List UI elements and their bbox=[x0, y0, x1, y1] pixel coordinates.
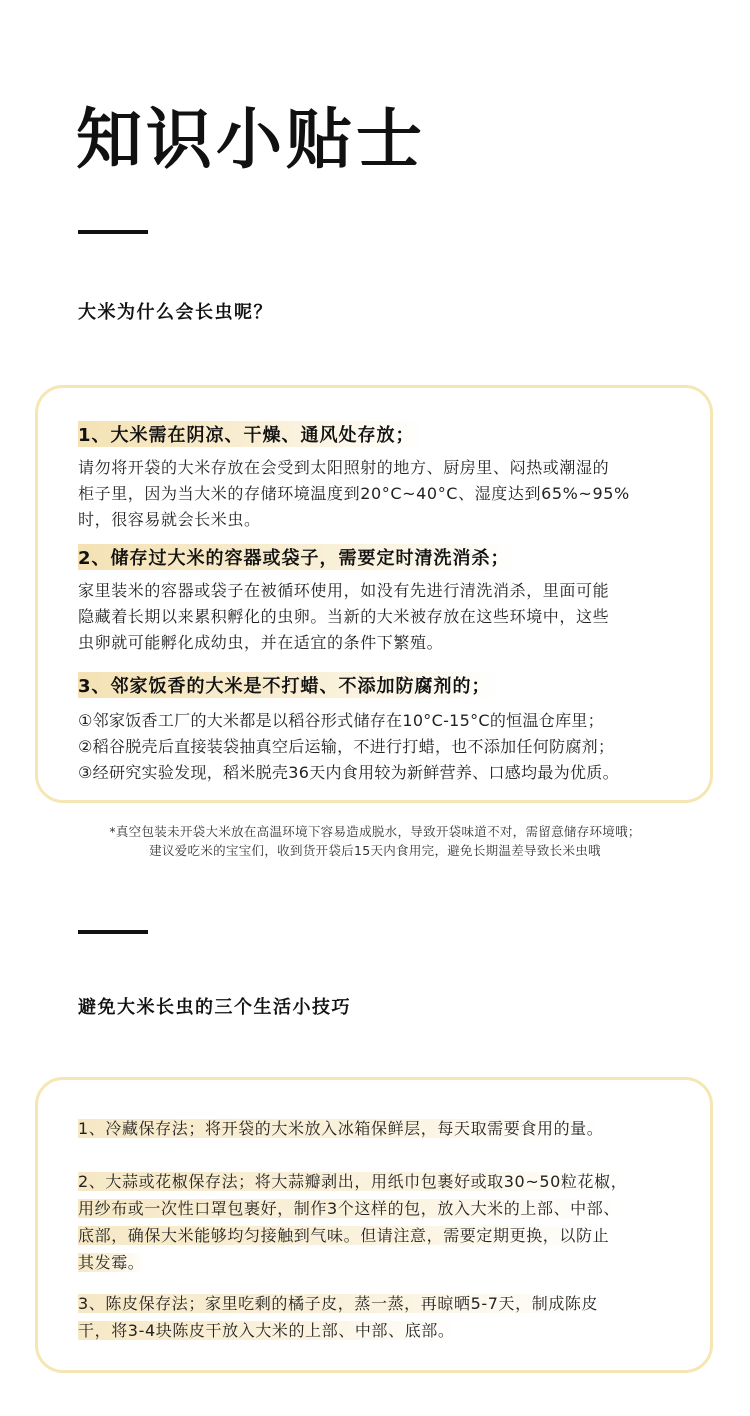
text-line: 请勿将开袋的大米存放在会受到太阳照射的地方、厨房里、闷热或潮湿的 bbox=[78, 458, 610, 477]
text-line: 时，很容易就会长米虫。 bbox=[78, 510, 261, 529]
page-title: 知识小贴士 bbox=[76, 101, 426, 178]
note-line: *真空包装未开袋大米放在高温环境下容易造成脱水，导致开袋味道不对，需留意储存环境哦； bbox=[109, 824, 641, 839]
highlighted-text: 2、大蒜或花椒保存法；将大蒜瓣剥出，用纸巾包裹好或取30~50粒花椒， bbox=[78, 1172, 628, 1191]
item-paragraph-3 bbox=[78, 708, 698, 786]
highlighted-text: 1、冷藏保存法；将开袋的大米放入冰箱保鲜层，每天取需要食用的量。 bbox=[78, 1119, 604, 1138]
item-heading-3: 3、邻家饭香的大米是不打蜡、不添加防腐剂的； bbox=[78, 672, 499, 698]
text-line: 隐藏着长期以来累积孵化的虫卵。当新的大米被存放在这些环境中，这些 bbox=[78, 607, 610, 626]
highlighted-text: 其发霉。 bbox=[78, 1253, 145, 1272]
text-line bbox=[78, 1195, 678, 1222]
highlighted-text: 用纱布或一次性口罩包裹好，制作3个这样的包，放入大米的上部、中部、 bbox=[78, 1199, 620, 1218]
highlighted-text: 3、陈皮保存法；家里吃剩的橘子皮，蒸一蒸，再晾晒5-7天，制成陈皮 bbox=[78, 1294, 599, 1313]
item-paragraph-1 bbox=[78, 455, 678, 533]
section-heading-tips: 避免大米长虫的三个生活小技巧 bbox=[78, 997, 351, 1018]
tip-1 bbox=[78, 1115, 678, 1142]
text-line bbox=[78, 1222, 678, 1249]
section-heading-why-bugs: 大米为什么会长虫呢？ bbox=[78, 302, 273, 323]
text-line bbox=[78, 1249, 678, 1276]
item-heading-2: 2、储存过大米的容器或袋子，需要定时清洗消杀； bbox=[78, 544, 518, 570]
tips-card bbox=[35, 1077, 713, 1373]
text-line bbox=[78, 1168, 678, 1195]
divider bbox=[78, 230, 148, 234]
text-line bbox=[78, 1115, 678, 1142]
item-paragraph-2 bbox=[78, 578, 678, 656]
storage-note bbox=[0, 822, 750, 860]
text-line: 虫卵就可能孵化成幼虫，并在适宜的条件下繁殖。 bbox=[78, 633, 444, 652]
text-line: ②稻谷脱壳后直接装袋抽真空后运输，不进行打蜡，也不添加任何防腐剂； bbox=[78, 737, 615, 756]
text-line bbox=[78, 1290, 678, 1317]
text-line: 家里装米的容器或袋子在被循环使用，如没有先进行清洗消杀，里面可能 bbox=[78, 581, 610, 600]
tip-2 bbox=[78, 1168, 678, 1276]
text-line: ①邻家饭香工厂的大米都是以稻谷形式储存在10°C-15°C的恒温仓库里； bbox=[78, 711, 604, 730]
tip-3 bbox=[78, 1290, 678, 1344]
divider bbox=[78, 930, 148, 934]
text-line: 柜子里，因为当大米的存储环境温度到20°C~40°C、湿度达到65%~95% bbox=[78, 484, 630, 503]
item-heading-1: 1、大米需在阴凉、干燥、通风处存放； bbox=[78, 421, 423, 447]
storage-info-card bbox=[35, 385, 713, 803]
highlighted-text: 干，将3-4块陈皮干放入大米的上部、中部、底部。 bbox=[78, 1321, 455, 1340]
text-line bbox=[78, 1317, 678, 1344]
highlighted-text: 底部，确保大米能够均匀接触到气味。但请注意，需要定期更换，以防止 bbox=[78, 1226, 610, 1245]
note-line: 建议爱吃米的宝宝们，收到货开袋后15天内食用完，避免长期温差导致长米虫哦 bbox=[149, 843, 601, 858]
text-line: ③经研究实验发现，稻米脱壳36天内食用较为新鲜营养、口感均最为优质。 bbox=[78, 763, 619, 782]
